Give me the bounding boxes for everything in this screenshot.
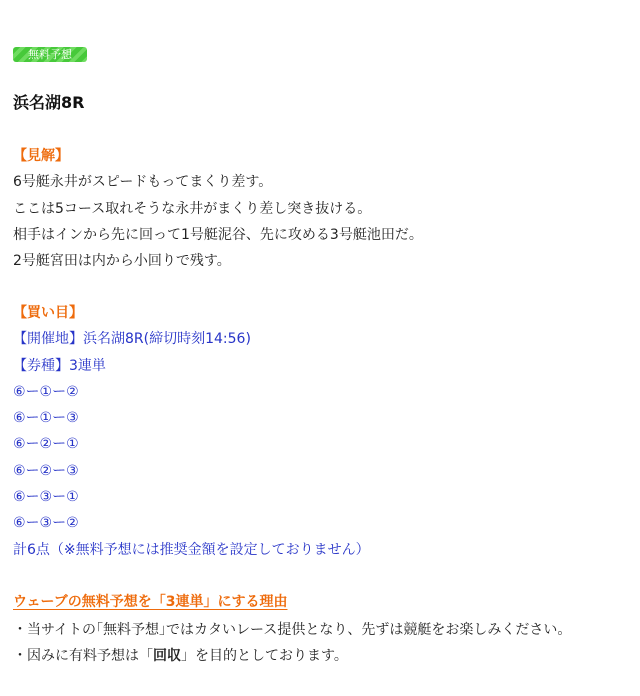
bets-section [13, 300, 633, 563]
view-heading: 【見解】 [13, 148, 69, 164]
view-line: ここは5コース取れそうな永井がまくり差し突き抜ける。 [13, 200, 372, 217]
view-line: 6号艇永井がスピードもってまくり差す。 [13, 174, 273, 191]
venue-line: 【開催地】浜名湖8R(締切時刻14:56) [13, 331, 251, 348]
combo-line: ⑥ー②ー① [13, 436, 79, 453]
view-section [13, 143, 633, 274]
reason-bullet-text: ・因みに有料予想は「 [13, 648, 153, 665]
view-line: 相手はインから先に回って1号艇泥谷、先に攻める3号艇池田だ。 [13, 226, 423, 243]
reason-bullet-emphasis: 回収 [153, 648, 181, 665]
bet-type-line: 【券種】3連単 [13, 357, 106, 374]
reason-bullet: ・当サイトの｢無料予想｣ではカタいレース提供となり、先ずは競艇をお楽しみください。 [13, 622, 572, 638]
free-prediction-badge: 無料予想 [13, 47, 87, 62]
race-title: 浜名湖8R [13, 93, 85, 112]
combo-line: ⑥ー③ー② [13, 515, 79, 532]
bets-heading: 【買い目】 [13, 305, 83, 321]
reason-bullet [13, 643, 633, 669]
combo-line: ⑥ー①ー② [13, 383, 79, 400]
combo-line: ⑥ー②ー③ [13, 462, 79, 479]
reason-title: ウェーブの無料予想を「3連単」にする理由 [13, 594, 288, 610]
total-line: 計6点（※無料予想には推奨金額を設定しておりません） [13, 541, 370, 558]
combo-line: ⑥ー①ー③ [13, 410, 79, 427]
combo-line: ⑥ー③ー① [13, 489, 79, 506]
reason-bullet-text: 」を目的としております。 [181, 648, 348, 665]
view-line: 2号艇宮田は内から小回りで残す。 [13, 253, 231, 270]
reason-bullets [13, 617, 633, 670]
